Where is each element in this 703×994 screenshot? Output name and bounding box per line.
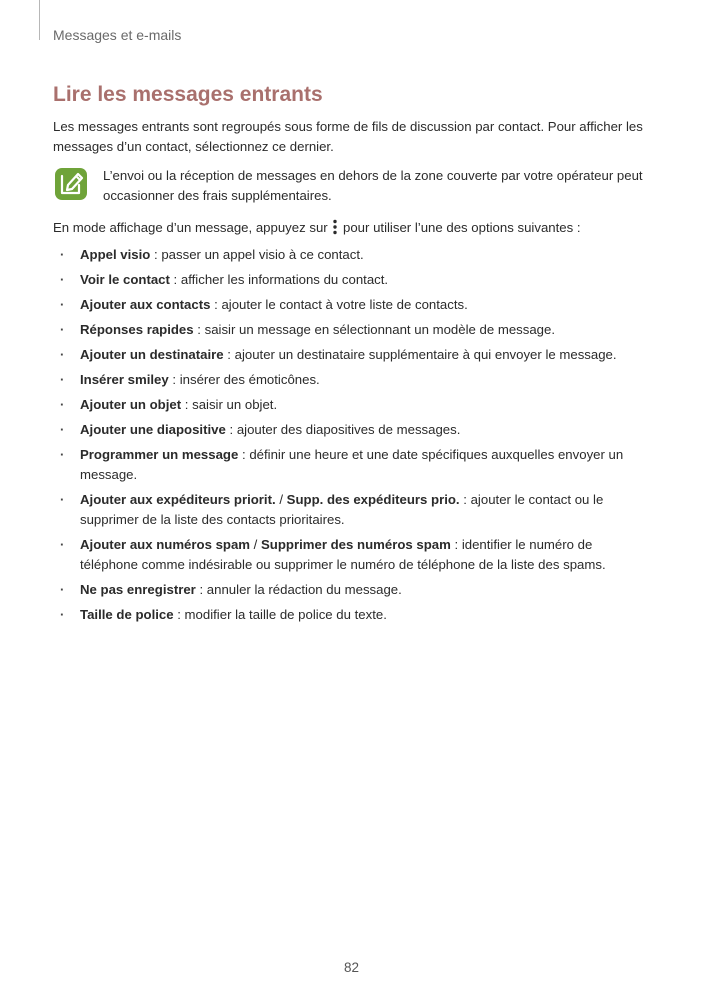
list-item [53,370,633,390]
option-name: Ajouter un destinataire [80,347,224,362]
option-description: : ajouter un destinataire supplémentaire à qui envoyer le message. [223,347,617,362]
more-options-icon [333,219,337,235]
running-header: Messages et e-mails [53,27,182,43]
options-lead [53,218,653,238]
option-description: : ajouter le contact à votre liste de contacts. [210,297,468,312]
option-description: : afficher les informations du contact. [169,272,389,287]
list-item [53,245,633,265]
option-name: Appel visio [80,247,151,262]
option-name: Ajouter aux numéros spam [80,537,251,552]
option-description: : insérer des émoticônes. [168,372,320,387]
list-item [53,295,633,315]
list-item [53,345,633,365]
options-list [53,245,633,630]
list-item [53,420,633,440]
list-item [53,580,633,600]
note-pencil-icon [55,168,87,200]
option-description: : passer un appel visio à ce contact. [150,247,364,262]
list-item [53,395,633,415]
option-name-secondary: Supprimer des numéros spam [261,537,451,552]
option-description: : annuler la rédaction du message. [195,582,402,597]
header-rule [39,0,40,40]
option-separator: / [275,492,287,507]
option-name-secondary: Supp. des expéditeurs prio. [286,492,460,507]
option-description: : définir une heure et une date spécifiques auxquelles envoyer un message. [80,447,624,482]
option-name: Ajouter un objet [80,397,182,412]
option-description: : identifier le numéro de téléphone comme indésirable ou supprimer le numéro de téléphone de la liste des spams. [80,537,606,572]
option-name: Ne pas enregistrer [80,582,196,597]
option-description: : modifier la taille de police du texte. [173,607,387,622]
option-separator: / [250,537,262,552]
list-item [53,490,633,530]
option-name: Ajouter une diapositive [80,422,226,437]
lead-text-after: pour utiliser l’une des options suivantes : [343,220,581,235]
lead-text-before: En mode affichage d’un message, appuyez sur [53,220,328,235]
option-name: Insérer smiley [80,372,169,387]
option-name: Ajouter aux expéditeurs priorit. [80,492,276,507]
option-name: Réponses rapides [80,322,194,337]
list-item [53,605,633,625]
note-text: L’envoi ou la réception de messages en dehors de la zone couverte par votre opérateur peut occasionner des frais supplémentaires. [103,168,643,203]
option-name: Voir le contact [80,272,170,287]
intro-paragraph: Les messages entrants sont regroupés sous forme de fils de discussion par contact. Pour afficher les messages d’un contact, sélectionnez ce dernier. [53,119,643,154]
option-name: Ajouter aux contacts [80,297,211,312]
option-description: : saisir un objet. [181,397,278,412]
option-name: Programmer un message [80,447,239,462]
section-title: Lire les messages entrants [53,83,323,106]
page-number: 82 [343,960,360,975]
list-item [53,535,633,575]
list-item [53,320,633,340]
option-description: : saisir un message en sélectionnant un modèle de message. [193,322,556,337]
option-description: : ajouter des diapositives de messages. [225,422,461,437]
option-description: : ajouter le contact ou le supprimer de la liste des contacts prioritaires. [80,492,604,527]
list-item [53,270,633,290]
option-name: Taille de police [80,607,174,622]
list-item [53,445,633,485]
